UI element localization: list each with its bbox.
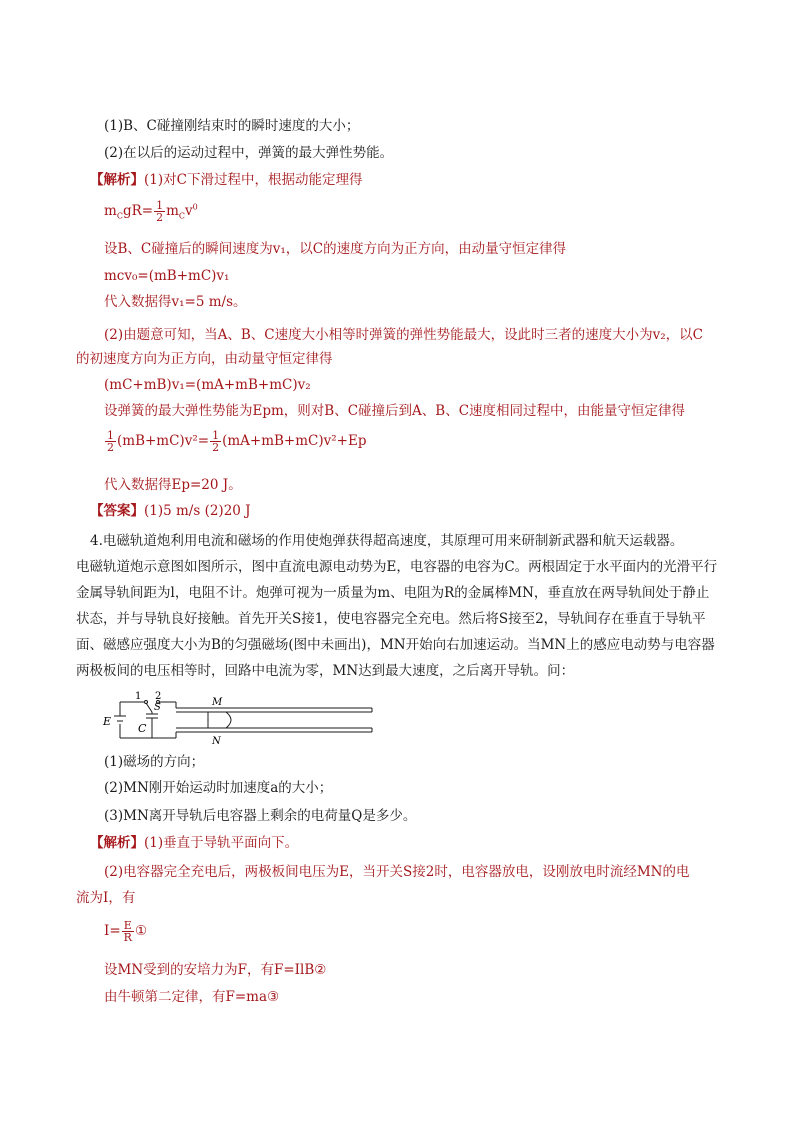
analysis-text: (1)对C下滑过程中，根据动能定理得: [144, 172, 363, 188]
eq1-rhs-tail: v: [185, 203, 193, 219]
eq1-lhs-tail: gR=: [122, 203, 154, 219]
eq4-frac-left-den: 2: [107, 441, 114, 454]
railgun-diagram: [100, 688, 380, 746]
eq1-rhs-sup: 0: [192, 202, 198, 212]
q3-eq4: [104, 426, 366, 456]
eq4-right: (mA+mB+mC)v²+Ep: [222, 433, 367, 449]
q3-a2-line1: (2)由题意可知，当A、B、C速度大小相等时弹簧的弹性势能最大，设此时三者的速度大小为v₂，以C: [104, 327, 703, 343]
eq4-frac-right: [210, 430, 221, 453]
q4-stem-line2: 电磁轨道炮示意图如图所示，图中直流电源电动势为E，电容器的电容为C。两根固定于水平面内的光滑平行: [76, 559, 718, 575]
eq4-frac-left-num: 1: [107, 429, 114, 442]
q4-sub2: (2)MN刚开始运动时加速度a的大小；: [104, 780, 333, 796]
q3-a1-line2: 设B、C碰撞后的瞬间速度为v₁，以C的速度方向为正方向，由动量守恒定律得: [104, 241, 567, 257]
answer-tag: 【答案】: [90, 503, 144, 519]
q4-stem-line3: 金属导轨间距为l，电阻不计。炮弹可视为一质量为m、电阻为R的金属棒MN，垂直放在两导轨间处于静止: [76, 585, 710, 601]
q4-analysis-tag: 【解析】: [90, 835, 144, 851]
q4-stem-line1: 4.电磁轨道炮利用电流和磁场的作用使炮弹获得超高速度，其原理可用来研制新武器和航天运载器。: [90, 533, 684, 549]
eq1-rhs: m: [166, 203, 179, 219]
label-2: 2: [155, 691, 162, 702]
label-m: M: [212, 697, 223, 708]
eq4-frac-right-num: 1: [212, 429, 220, 442]
q3-a2-line3: 设弹簧的最大弹性势能为Epm，则对B、C碰撞后到A、B、C速度相同过程中，由能量守恒定律得: [104, 403, 686, 419]
answer-text: (1)5 m/s (2)20 J: [144, 503, 251, 519]
eq5-den: R: [123, 931, 132, 944]
q3-sub1: (1)B、C碰撞刚结束时的瞬时速度的大小；: [104, 118, 360, 134]
q4-a2-line3: 设MN受到的安培力为F，有F=IlB②: [104, 962, 327, 978]
q4-a2-line4: 由牛顿第二定律，有F=ma③: [104, 989, 280, 1005]
q3-answer: [90, 501, 251, 521]
q4-a1: (1)垂直于导轨平面向下。: [144, 835, 299, 851]
eq1-rhs-sub: C: [178, 211, 185, 221]
label-s: S: [154, 702, 161, 713]
eq1-lhs-sub: C: [116, 211, 123, 221]
q4-analysis-1: [90, 833, 298, 853]
eq4-left: (mB+mC)v²=: [117, 433, 210, 449]
eq5-frac: [122, 920, 134, 943]
q3-eq2: mcv₀=(mB+mC)v₁: [104, 268, 230, 284]
eq4-frac-left: [105, 430, 116, 453]
label-e: E: [103, 715, 112, 728]
eq1-lhs: m: [104, 203, 117, 219]
eq1-frac-den: 2: [156, 211, 164, 224]
label-n: N: [212, 736, 221, 746]
q3-analysis-1: [90, 170, 362, 190]
q4-a2-line1: (2)电容器完全充电后，两极板间电压为E，当开关S接2时，电容器放电，设刚放电时流经MN的电: [104, 864, 690, 880]
eq1-frac-num: 1: [156, 199, 164, 212]
q3-a2-line2: 的初速度方向为正方向，由动量守恒定律得: [76, 351, 333, 367]
q4-sub1: (1)磁场的方向；: [104, 754, 205, 770]
q3-eq1: [104, 197, 198, 225]
q3-eq3: (mC+mB)v₁=(mA+mB+mC)v₂: [104, 377, 311, 393]
q4-stem-line6: 两极板间的电压相等时，回路中电流为零，MN达到最大速度，之后离开导轨。问：: [76, 663, 575, 679]
eq5-num: E: [122, 920, 134, 932]
q3-a2-result: 代入数据得Ep=20 J。: [104, 477, 242, 493]
q4-stem-line4: 状态，并与导轨良好接触。首先开关S接1，使电容器完全充电。然后将S接至2，导轨间存在垂直于导轨平: [76, 611, 706, 627]
eq4-frac-right-den: 2: [212, 441, 220, 454]
q4-eq5: [104, 915, 147, 947]
q3-sub2: (2)在以后的运动过程中，弹簧的最大弹性势能。: [104, 145, 394, 161]
q4-stem-line5: 面、磁感应强度大小为B的匀强磁场(图中未画出)，MN开始向右加速运动。当MN上的感应电动势与电容器: [76, 637, 715, 653]
eq1-frac: [154, 200, 165, 223]
analysis-tag: 【解析】: [90, 172, 144, 188]
q4-a2-line2: 流为I，有: [76, 890, 136, 906]
eq5-mark: ①: [134, 923, 148, 939]
label-1: 1: [135, 691, 142, 702]
q4-sub3: (3)MN离开导轨后电容器上剩余的电荷量Q是多少。: [104, 808, 417, 824]
q3-a1-result: 代入数据得v₁=5 m/s。: [104, 294, 247, 310]
label-c: C: [138, 722, 147, 735]
eq5-lhs: I=: [104, 923, 121, 939]
